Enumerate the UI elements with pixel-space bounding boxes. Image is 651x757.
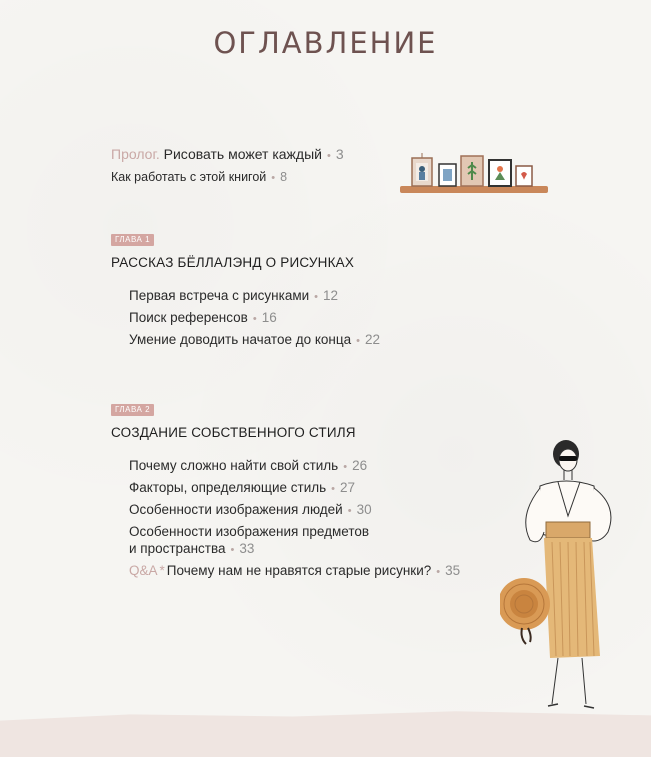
page-number: 8: [280, 170, 288, 184]
page-number: 16: [261, 310, 277, 325]
separator-dot: •: [356, 335, 360, 347]
separator-dot: •: [271, 172, 276, 184]
toc-item-title: Поиск референсов: [129, 310, 248, 325]
chapter-title[interactable]: СОЗДАНИЕ СОБСТВЕННОГО СТИЛЯ: [111, 425, 356, 440]
toc-item-continued[interactable]: [129, 541, 254, 556]
page-number: 33: [239, 541, 255, 556]
how-to-title: Как работать с этой книгой: [111, 170, 267, 184]
page-number: 35: [445, 563, 461, 578]
toc-item-title: Особенности изображения предметов: [129, 524, 370, 539]
prologue-prefix: Пролог.: [111, 146, 160, 162]
toc-item-title-continued: и пространства: [129, 541, 226, 556]
separator-dot: •: [347, 505, 352, 517]
toc-how-to[interactable]: [111, 170, 287, 184]
toc-item-title: Почему нам не нравятся старые рисунки?: [166, 563, 432, 578]
toc-item-title: Факторы, определяющие стиль: [129, 480, 327, 495]
page-number: 27: [340, 480, 356, 495]
page-number: 3: [335, 146, 344, 162]
page-number: 22: [364, 332, 381, 347]
qa-prefix: Q&A: [129, 563, 158, 578]
toc-prologue[interactable]: [111, 146, 344, 162]
toc-item[interactable]: [129, 458, 367, 473]
toc-item-title: Особенности изображения людей: [129, 502, 343, 517]
toc-item[interactable]: [129, 502, 372, 517]
toc-item[interactable]: [129, 480, 355, 495]
separator-dot: •: [230, 544, 235, 556]
page-number: 26: [352, 458, 368, 473]
toc-qa-item[interactable]: [129, 563, 460, 578]
toc-item[interactable]: [129, 288, 338, 303]
woman-with-hat-illustration: [500, 436, 640, 714]
chapter-tag: ГЛАВА 1: [111, 234, 154, 246]
toc-item-title: Почему сложно найти свой стиль: [129, 458, 339, 473]
toc-item[interactable]: [129, 332, 380, 347]
separator-dot: •: [326, 150, 331, 162]
page-number: 12: [323, 288, 339, 303]
separator-dot: •: [343, 461, 348, 473]
shelf-with-frames-illustration: [398, 150, 550, 198]
chapter-tag: ГЛАВА 2: [111, 404, 154, 416]
chapter-title[interactable]: РАССКАЗ БЁЛЛАЛЭНД О РИСУНКАХ: [111, 255, 355, 270]
toc-item-title: Умение доводить начатое до конца: [129, 332, 352, 347]
separator-dot: •: [436, 566, 441, 578]
toc-item[interactable]: [129, 524, 369, 539]
separator-dot: •: [252, 313, 257, 325]
separator-dot: •: [331, 483, 336, 495]
separator-dot: •: [314, 291, 319, 303]
qa-star: *: [159, 563, 165, 578]
prologue-title: Рисовать может каждый: [163, 146, 322, 162]
page-number: 30: [356, 502, 372, 517]
toc-item[interactable]: [129, 310, 277, 325]
toc-item-title: Первая встреча с рисунками: [129, 288, 310, 303]
page-title: ОГЛАВЛЕНИЕ: [213, 26, 438, 60]
